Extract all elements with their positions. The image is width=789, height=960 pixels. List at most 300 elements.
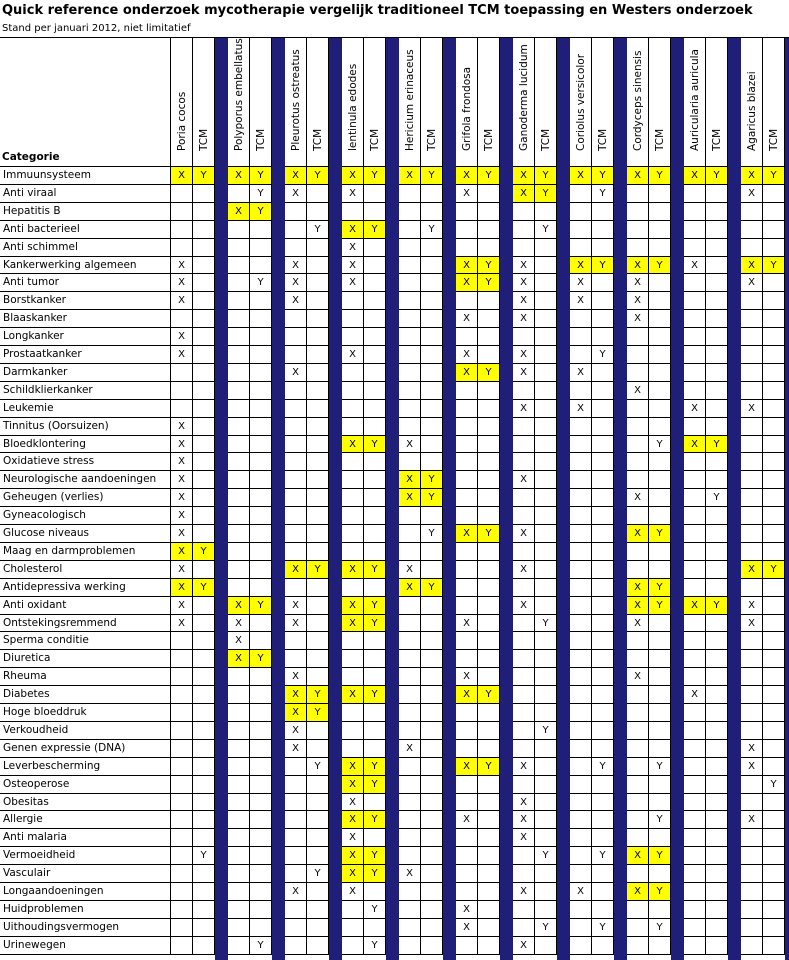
cell-tcm xyxy=(364,310,386,328)
cell-western xyxy=(627,632,649,650)
cell-tcm xyxy=(592,615,614,632)
cell-tcm xyxy=(307,919,329,937)
cell-western xyxy=(342,328,364,346)
cell-tcm xyxy=(421,722,443,740)
cell-western xyxy=(627,650,649,668)
cell-tcm: Y xyxy=(478,758,500,776)
category-label: Anti tumor xyxy=(0,274,171,292)
tcm-header xyxy=(592,37,614,167)
cell-western xyxy=(741,686,763,704)
cell-western xyxy=(399,382,421,400)
cell-western xyxy=(741,865,763,883)
cell-western: X xyxy=(684,167,706,185)
cell-tcm xyxy=(763,436,785,453)
cell-tcm xyxy=(307,829,329,847)
cell-tcm xyxy=(592,722,614,740)
cell-tcm xyxy=(421,292,443,310)
cell-tcm: Y xyxy=(364,167,386,185)
cell-western: X xyxy=(456,686,478,704)
category-label: Sperma conditie xyxy=(0,632,171,650)
cell-tcm xyxy=(649,901,671,919)
cell-western xyxy=(171,811,193,829)
cell-tcm xyxy=(535,829,557,847)
cell-tcm xyxy=(193,794,215,811)
tcm-header xyxy=(706,37,728,167)
cell-western xyxy=(228,221,250,239)
mushroom-header xyxy=(741,37,763,167)
cell-tcm xyxy=(250,418,272,436)
cell-western xyxy=(513,579,535,597)
cell-western: X xyxy=(342,167,364,185)
cell-western xyxy=(228,489,250,507)
cell-western: X xyxy=(627,597,649,615)
cell-tcm xyxy=(706,310,728,328)
cell-western xyxy=(684,310,706,328)
cell-western xyxy=(570,310,592,328)
cell-western xyxy=(741,364,763,382)
cell-tcm xyxy=(250,722,272,740)
cell-western xyxy=(228,937,250,955)
cell-tcm xyxy=(193,811,215,829)
tcm-label: TCM xyxy=(653,128,666,151)
cell-tcm xyxy=(307,937,329,955)
cell-tcm: Y xyxy=(535,847,557,865)
cell-tcm xyxy=(193,901,215,919)
cell-western: X xyxy=(342,561,364,579)
mushroom-name: Ganoderma lucidum xyxy=(517,44,530,151)
cell-western xyxy=(285,543,307,561)
cell-western xyxy=(342,632,364,650)
cell-tcm xyxy=(364,794,386,811)
cell-tcm xyxy=(763,937,785,955)
cell-western: X xyxy=(570,257,592,274)
cell-tcm xyxy=(364,704,386,722)
cell-western xyxy=(285,937,307,955)
category-label: Obesitas xyxy=(0,794,171,811)
cell-tcm xyxy=(250,776,272,794)
cell-tcm xyxy=(763,758,785,776)
cell-western xyxy=(684,758,706,776)
category-label: Cholesterol xyxy=(0,561,171,579)
cell-tcm xyxy=(478,221,500,239)
cell-tcm xyxy=(649,829,671,847)
cell-western xyxy=(741,418,763,436)
cell-tcm xyxy=(421,704,443,722)
cell-tcm xyxy=(535,310,557,328)
cell-western: X xyxy=(513,167,535,185)
cell-western xyxy=(456,471,478,489)
cell-western: X xyxy=(456,310,478,328)
cell-tcm xyxy=(706,740,728,758)
cell-tcm xyxy=(307,203,329,221)
cell-western xyxy=(171,310,193,328)
cell-tcm xyxy=(250,221,272,239)
cell-tcm xyxy=(250,292,272,310)
cell-tcm: Y xyxy=(307,686,329,704)
cell-western: X xyxy=(171,579,193,597)
cell-tcm: Y xyxy=(592,185,614,203)
cell-western xyxy=(399,525,421,543)
cell-western xyxy=(228,686,250,704)
cell-tcm: Y xyxy=(421,579,443,597)
cell-western xyxy=(399,543,421,561)
tcm-header xyxy=(250,37,272,167)
mushroom-name: Grifola frondosa xyxy=(460,66,473,151)
cell-tcm xyxy=(421,239,443,257)
cell-western: X xyxy=(399,167,421,185)
mushroom-header xyxy=(684,37,706,167)
tcm-header xyxy=(649,37,671,167)
cell-tcm xyxy=(307,543,329,561)
cell-tcm xyxy=(592,776,614,794)
cell-western xyxy=(627,471,649,489)
cell-western xyxy=(570,686,592,704)
cell-western xyxy=(228,185,250,203)
cell-tcm xyxy=(307,722,329,740)
cell-western xyxy=(171,632,193,650)
mushroom-header xyxy=(513,37,535,167)
cell-tcm xyxy=(649,364,671,382)
cell-western: X xyxy=(456,901,478,919)
cell-western xyxy=(741,668,763,686)
cell-western xyxy=(456,328,478,346)
cell-western xyxy=(285,632,307,650)
cell-western xyxy=(570,185,592,203)
cell-western xyxy=(285,811,307,829)
cell-tcm xyxy=(364,829,386,847)
cell-tcm xyxy=(706,919,728,937)
category-label: Osteoperose xyxy=(0,776,171,794)
cell-western xyxy=(228,525,250,543)
cell-tcm xyxy=(706,883,728,901)
cell-tcm xyxy=(364,328,386,346)
cell-western xyxy=(456,561,478,579)
cell-tcm xyxy=(193,615,215,632)
cell-western xyxy=(627,346,649,364)
cell-tcm xyxy=(364,489,386,507)
cell-tcm xyxy=(592,579,614,597)
cell-western: X xyxy=(741,274,763,292)
cell-tcm: Y xyxy=(535,919,557,937)
cell-western xyxy=(513,328,535,346)
cell-western xyxy=(342,650,364,668)
cell-tcm xyxy=(706,453,728,471)
cell-tcm: Y xyxy=(364,811,386,829)
cell-western xyxy=(171,203,193,221)
category-label: Huidproblemen xyxy=(0,901,171,919)
cell-western xyxy=(741,847,763,865)
column-separator xyxy=(443,37,456,960)
cell-tcm xyxy=(364,257,386,274)
cell-western xyxy=(684,274,706,292)
cell-western: X xyxy=(285,668,307,686)
cell-western xyxy=(171,794,193,811)
cell-western xyxy=(513,686,535,704)
cell-tcm xyxy=(250,489,272,507)
tcm-label: TCM xyxy=(767,128,780,151)
cell-western xyxy=(684,632,706,650)
cell-tcm: Y xyxy=(307,865,329,883)
cell-tcm xyxy=(649,632,671,650)
cell-western xyxy=(228,758,250,776)
cell-western xyxy=(741,901,763,919)
cell-tcm xyxy=(307,883,329,901)
category-label: Oxidatieve stress xyxy=(0,453,171,471)
cell-western: X xyxy=(570,167,592,185)
cell-western xyxy=(684,794,706,811)
cell-tcm xyxy=(706,257,728,274)
cell-tcm xyxy=(592,668,614,686)
cell-western xyxy=(627,436,649,453)
cell-tcm xyxy=(706,579,728,597)
cell-western xyxy=(399,704,421,722)
tcm-header xyxy=(421,37,443,167)
cell-western xyxy=(684,650,706,668)
cell-western xyxy=(684,668,706,686)
cell-tcm xyxy=(706,400,728,418)
cell-tcm xyxy=(307,579,329,597)
cell-tcm xyxy=(193,346,215,364)
cell-tcm xyxy=(478,740,500,758)
cell-tcm xyxy=(421,758,443,776)
cell-western xyxy=(570,776,592,794)
cell-western xyxy=(399,310,421,328)
cell-tcm: Y xyxy=(364,901,386,919)
cell-western: X xyxy=(456,758,478,776)
cell-western: X xyxy=(342,436,364,453)
cell-tcm xyxy=(649,776,671,794)
cell-western xyxy=(456,740,478,758)
cell-tcm xyxy=(535,740,557,758)
cell-tcm: Y xyxy=(706,436,728,453)
cell-western xyxy=(570,632,592,650)
cell-tcm xyxy=(193,686,215,704)
cell-tcm xyxy=(706,292,728,310)
cell-tcm xyxy=(763,686,785,704)
cell-tcm: Y xyxy=(250,597,272,615)
cell-tcm xyxy=(193,632,215,650)
cell-western xyxy=(684,615,706,632)
cell-western xyxy=(627,543,649,561)
cell-tcm xyxy=(706,615,728,632)
cell-tcm xyxy=(250,453,272,471)
cell-western xyxy=(627,507,649,525)
cell-western xyxy=(741,919,763,937)
cell-western xyxy=(399,883,421,901)
cell-tcm xyxy=(592,901,614,919)
cell-tcm xyxy=(421,257,443,274)
column-separator xyxy=(272,37,285,960)
cell-tcm xyxy=(478,418,500,436)
cell-tcm xyxy=(364,507,386,525)
cell-tcm xyxy=(250,346,272,364)
cell-tcm xyxy=(592,632,614,650)
cell-tcm xyxy=(649,668,671,686)
cell-tcm xyxy=(421,561,443,579)
cell-tcm xyxy=(763,203,785,221)
cell-tcm xyxy=(250,632,272,650)
tcm-label: TCM xyxy=(596,128,609,151)
cell-western xyxy=(171,722,193,740)
cell-tcm xyxy=(706,704,728,722)
cell-western: X xyxy=(285,704,307,722)
cell-tcm xyxy=(706,543,728,561)
cell-tcm xyxy=(421,865,443,883)
cell-tcm xyxy=(592,221,614,239)
cell-tcm xyxy=(706,418,728,436)
cell-tcm xyxy=(307,364,329,382)
cell-western: X xyxy=(627,310,649,328)
mushroom-header xyxy=(342,37,364,167)
cell-western: X xyxy=(399,579,421,597)
cell-tcm: Y xyxy=(706,597,728,615)
cell-tcm: Y xyxy=(478,167,500,185)
cell-western: X xyxy=(513,937,535,955)
cell-tcm xyxy=(649,615,671,632)
category-label: Immuunsysteem xyxy=(0,167,171,185)
cell-tcm xyxy=(763,185,785,203)
cell-western: X xyxy=(342,239,364,257)
cell-tcm xyxy=(193,776,215,794)
cell-western xyxy=(627,794,649,811)
cell-tcm xyxy=(193,453,215,471)
cell-tcm xyxy=(706,847,728,865)
cell-tcm xyxy=(706,937,728,955)
cell-tcm xyxy=(535,597,557,615)
category-label: Genen expressie (DNA) xyxy=(0,740,171,758)
cell-western xyxy=(570,525,592,543)
cell-western xyxy=(342,668,364,686)
cell-western xyxy=(399,794,421,811)
cell-western xyxy=(399,632,421,650)
cell-western xyxy=(684,919,706,937)
cell-tcm xyxy=(307,811,329,829)
cell-tcm xyxy=(763,650,785,668)
cell-western xyxy=(399,650,421,668)
cell-tcm xyxy=(478,489,500,507)
cell-tcm xyxy=(706,811,728,829)
cell-tcm xyxy=(307,471,329,489)
category-label: Borstkanker xyxy=(0,292,171,310)
cell-western xyxy=(228,722,250,740)
cell-western xyxy=(399,239,421,257)
cell-western: X xyxy=(285,883,307,901)
cell-western: X xyxy=(513,811,535,829)
cell-western: X xyxy=(285,364,307,382)
cell-western: X xyxy=(228,632,250,650)
cell-tcm: Y xyxy=(250,274,272,292)
page-title: Quick reference onderzoek mycotherapie vergelijk traditioneel TCM toepassing en Westers onderzoek xyxy=(2,3,753,18)
mushroom-name: lentinula edodes xyxy=(346,63,359,151)
cell-western xyxy=(399,919,421,937)
cell-western: X xyxy=(342,185,364,203)
cell-western: X xyxy=(342,794,364,811)
cell-western xyxy=(171,883,193,901)
cell-tcm: Y xyxy=(364,221,386,239)
cell-western xyxy=(171,364,193,382)
cell-western: X xyxy=(627,883,649,901)
cell-western xyxy=(399,901,421,919)
cell-western xyxy=(399,292,421,310)
cell-western xyxy=(171,901,193,919)
cell-western xyxy=(285,418,307,436)
cell-western xyxy=(456,400,478,418)
cell-tcm xyxy=(307,328,329,346)
cell-western xyxy=(570,543,592,561)
cell-tcm xyxy=(592,400,614,418)
cell-tcm xyxy=(250,328,272,346)
cell-western xyxy=(627,776,649,794)
cell-western xyxy=(684,328,706,346)
cell-western xyxy=(342,489,364,507)
cell-tcm xyxy=(478,453,500,471)
cell-tcm: Y xyxy=(592,847,614,865)
cell-tcm xyxy=(592,310,614,328)
cell-tcm xyxy=(649,489,671,507)
cell-western xyxy=(570,453,592,471)
cell-western xyxy=(684,865,706,883)
cell-western xyxy=(513,418,535,436)
cell-tcm xyxy=(250,794,272,811)
cell-western xyxy=(399,507,421,525)
cell-western xyxy=(342,400,364,418)
cell-tcm xyxy=(706,239,728,257)
cell-western xyxy=(228,346,250,364)
cell-tcm xyxy=(250,615,272,632)
cell-western xyxy=(285,829,307,847)
cell-western xyxy=(456,794,478,811)
cell-western: X xyxy=(342,776,364,794)
mushroom-name: Hericium erinaceus xyxy=(403,49,416,151)
cell-western xyxy=(684,221,706,239)
cell-tcm xyxy=(421,740,443,758)
cell-tcm xyxy=(592,650,614,668)
cell-tcm xyxy=(193,310,215,328)
cell-western xyxy=(570,847,592,865)
cell-tcm xyxy=(193,239,215,257)
cell-tcm xyxy=(763,632,785,650)
cell-western xyxy=(627,561,649,579)
cell-tcm xyxy=(592,794,614,811)
cell-tcm xyxy=(478,794,500,811)
cell-western xyxy=(627,937,649,955)
cell-western xyxy=(741,489,763,507)
cell-western xyxy=(741,436,763,453)
cell-tcm xyxy=(592,364,614,382)
cell-western: X xyxy=(570,274,592,292)
cell-western: X xyxy=(285,274,307,292)
cell-western: X xyxy=(513,883,535,901)
cell-tcm xyxy=(250,436,272,453)
cell-tcm xyxy=(250,382,272,400)
cell-tcm xyxy=(535,400,557,418)
cell-western xyxy=(741,650,763,668)
cell-tcm xyxy=(592,489,614,507)
cell-tcm xyxy=(421,883,443,901)
cell-western xyxy=(684,292,706,310)
cell-tcm xyxy=(193,292,215,310)
cell-tcm xyxy=(364,453,386,471)
cell-tcm xyxy=(478,382,500,400)
cell-tcm xyxy=(250,561,272,579)
cell-western xyxy=(684,883,706,901)
cell-western xyxy=(399,597,421,615)
column-separator xyxy=(500,37,513,960)
cell-western xyxy=(342,937,364,955)
cell-tcm xyxy=(193,650,215,668)
cell-tcm xyxy=(478,865,500,883)
mushroom-header xyxy=(456,37,478,167)
